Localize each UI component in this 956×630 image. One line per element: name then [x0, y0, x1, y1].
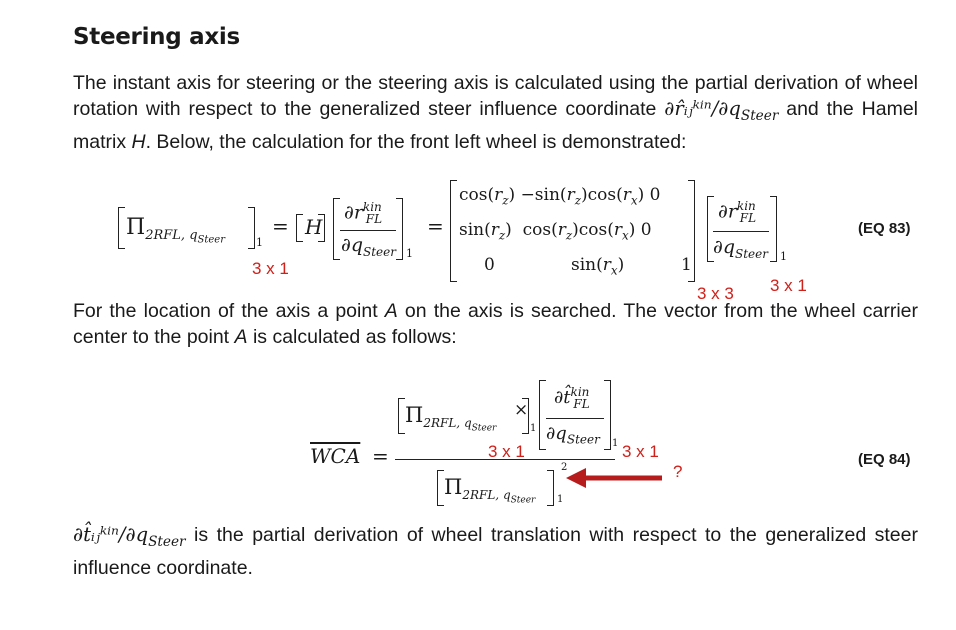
eq83-equals-1: = — [272, 214, 289, 238]
inline-partial-translation: $\partial t̂ᵢⱼᵏ^{in}/\partial q_{Steer}$ — [73, 523, 186, 550]
eq83-partial-num: $\partial r^{kin}_{FL}$ — [344, 200, 383, 227]
intro-text-c: . Below, the calculation for the front left wheel is demonstrated: — [145, 130, 687, 153]
annot-partial-dim: 3 x 1 — [622, 442, 659, 461]
eq84-num-partial: ∂t̂$^{kin}_{FL}$ — [554, 385, 590, 411]
intro-text-b: and the Hamel matrix — [73, 98, 919, 153]
annot-vec-dim: 3 x 1 — [770, 276, 807, 295]
eq84-num-den: $\partial q_{Steer}$ — [546, 423, 600, 447]
intro-text-a: The instant axis for steering or the steering axis is calculated using the partial derivation of wheel rotation with respect to the generalized steer influence coordinate — [73, 72, 918, 120]
eq84-lhs: $\overline{WCA}$ — [310, 444, 361, 468]
annotation-arrow-icon — [566, 468, 666, 488]
footer-paragraph: $\partial t̂ᵢⱼᵏ^{in}/\partial q_{Steer}$ is the partial derivation of wheel translation with respect to the generalized steer influence coordinate. — [73, 523, 918, 579]
section-title: Steering axis — [73, 24, 240, 50]
annot-question: ? — [673, 462, 683, 481]
eq83-H: H — [305, 215, 323, 239]
eq83-vec-num: $\partial r^{kin}_{FL}$ — [718, 199, 757, 226]
inline-partial-rotation: $\partial r̂ᵢⱼᵏ^{in}/\partial q_{Steer}$ — [664, 97, 779, 124]
eq84-den-pi: $\Pi_{2RFL, q_{Steer}}$ — [444, 475, 536, 506]
matrix-row-2: $\sin(r_z)$ $\cos(r_z)\cos(r_x)$ 0 — [459, 220, 652, 243]
annot-matrix-dim: 3 x 3 — [697, 284, 734, 303]
eq84-den-power: 2 — [561, 462, 568, 473]
annot-lhs-dim: 3 x 1 — [252, 259, 289, 278]
eq84-label: (EQ 84) — [858, 451, 911, 468]
eq84-num-pi: $\Pi_{2RFL, q_{Steer}}$ — [405, 403, 497, 434]
cross-product-symbol: × — [514, 400, 529, 420]
eq83-vec-den: $\partial q_{Steer}$ — [713, 236, 768, 261]
eq83-partial-den: $\partial q_{Steer}$ — [341, 234, 396, 259]
annot-num-dim: 3 x 1 — [488, 442, 525, 461]
eq83-lhs: $\Pi_{2RFL, q_{Steer}}$ — [126, 215, 226, 246]
eq83-equals-2: = — [427, 214, 444, 238]
intro-paragraph — [73, 70, 918, 155]
hamel-symbol: H — [131, 130, 146, 153]
eq83-label: (EQ 83) — [858, 220, 911, 237]
middle-paragraph: For the location of the axis a point A on the axis is searched. The vector from the wheel carrier center to the point A is calculated as follows: — [73, 300, 918, 348]
eq84-equals: = — [372, 444, 389, 468]
matrix-row-1: $\cos(r_z) -\sin(r_z)\cos(r_x)$ 0 — [459, 185, 661, 208]
